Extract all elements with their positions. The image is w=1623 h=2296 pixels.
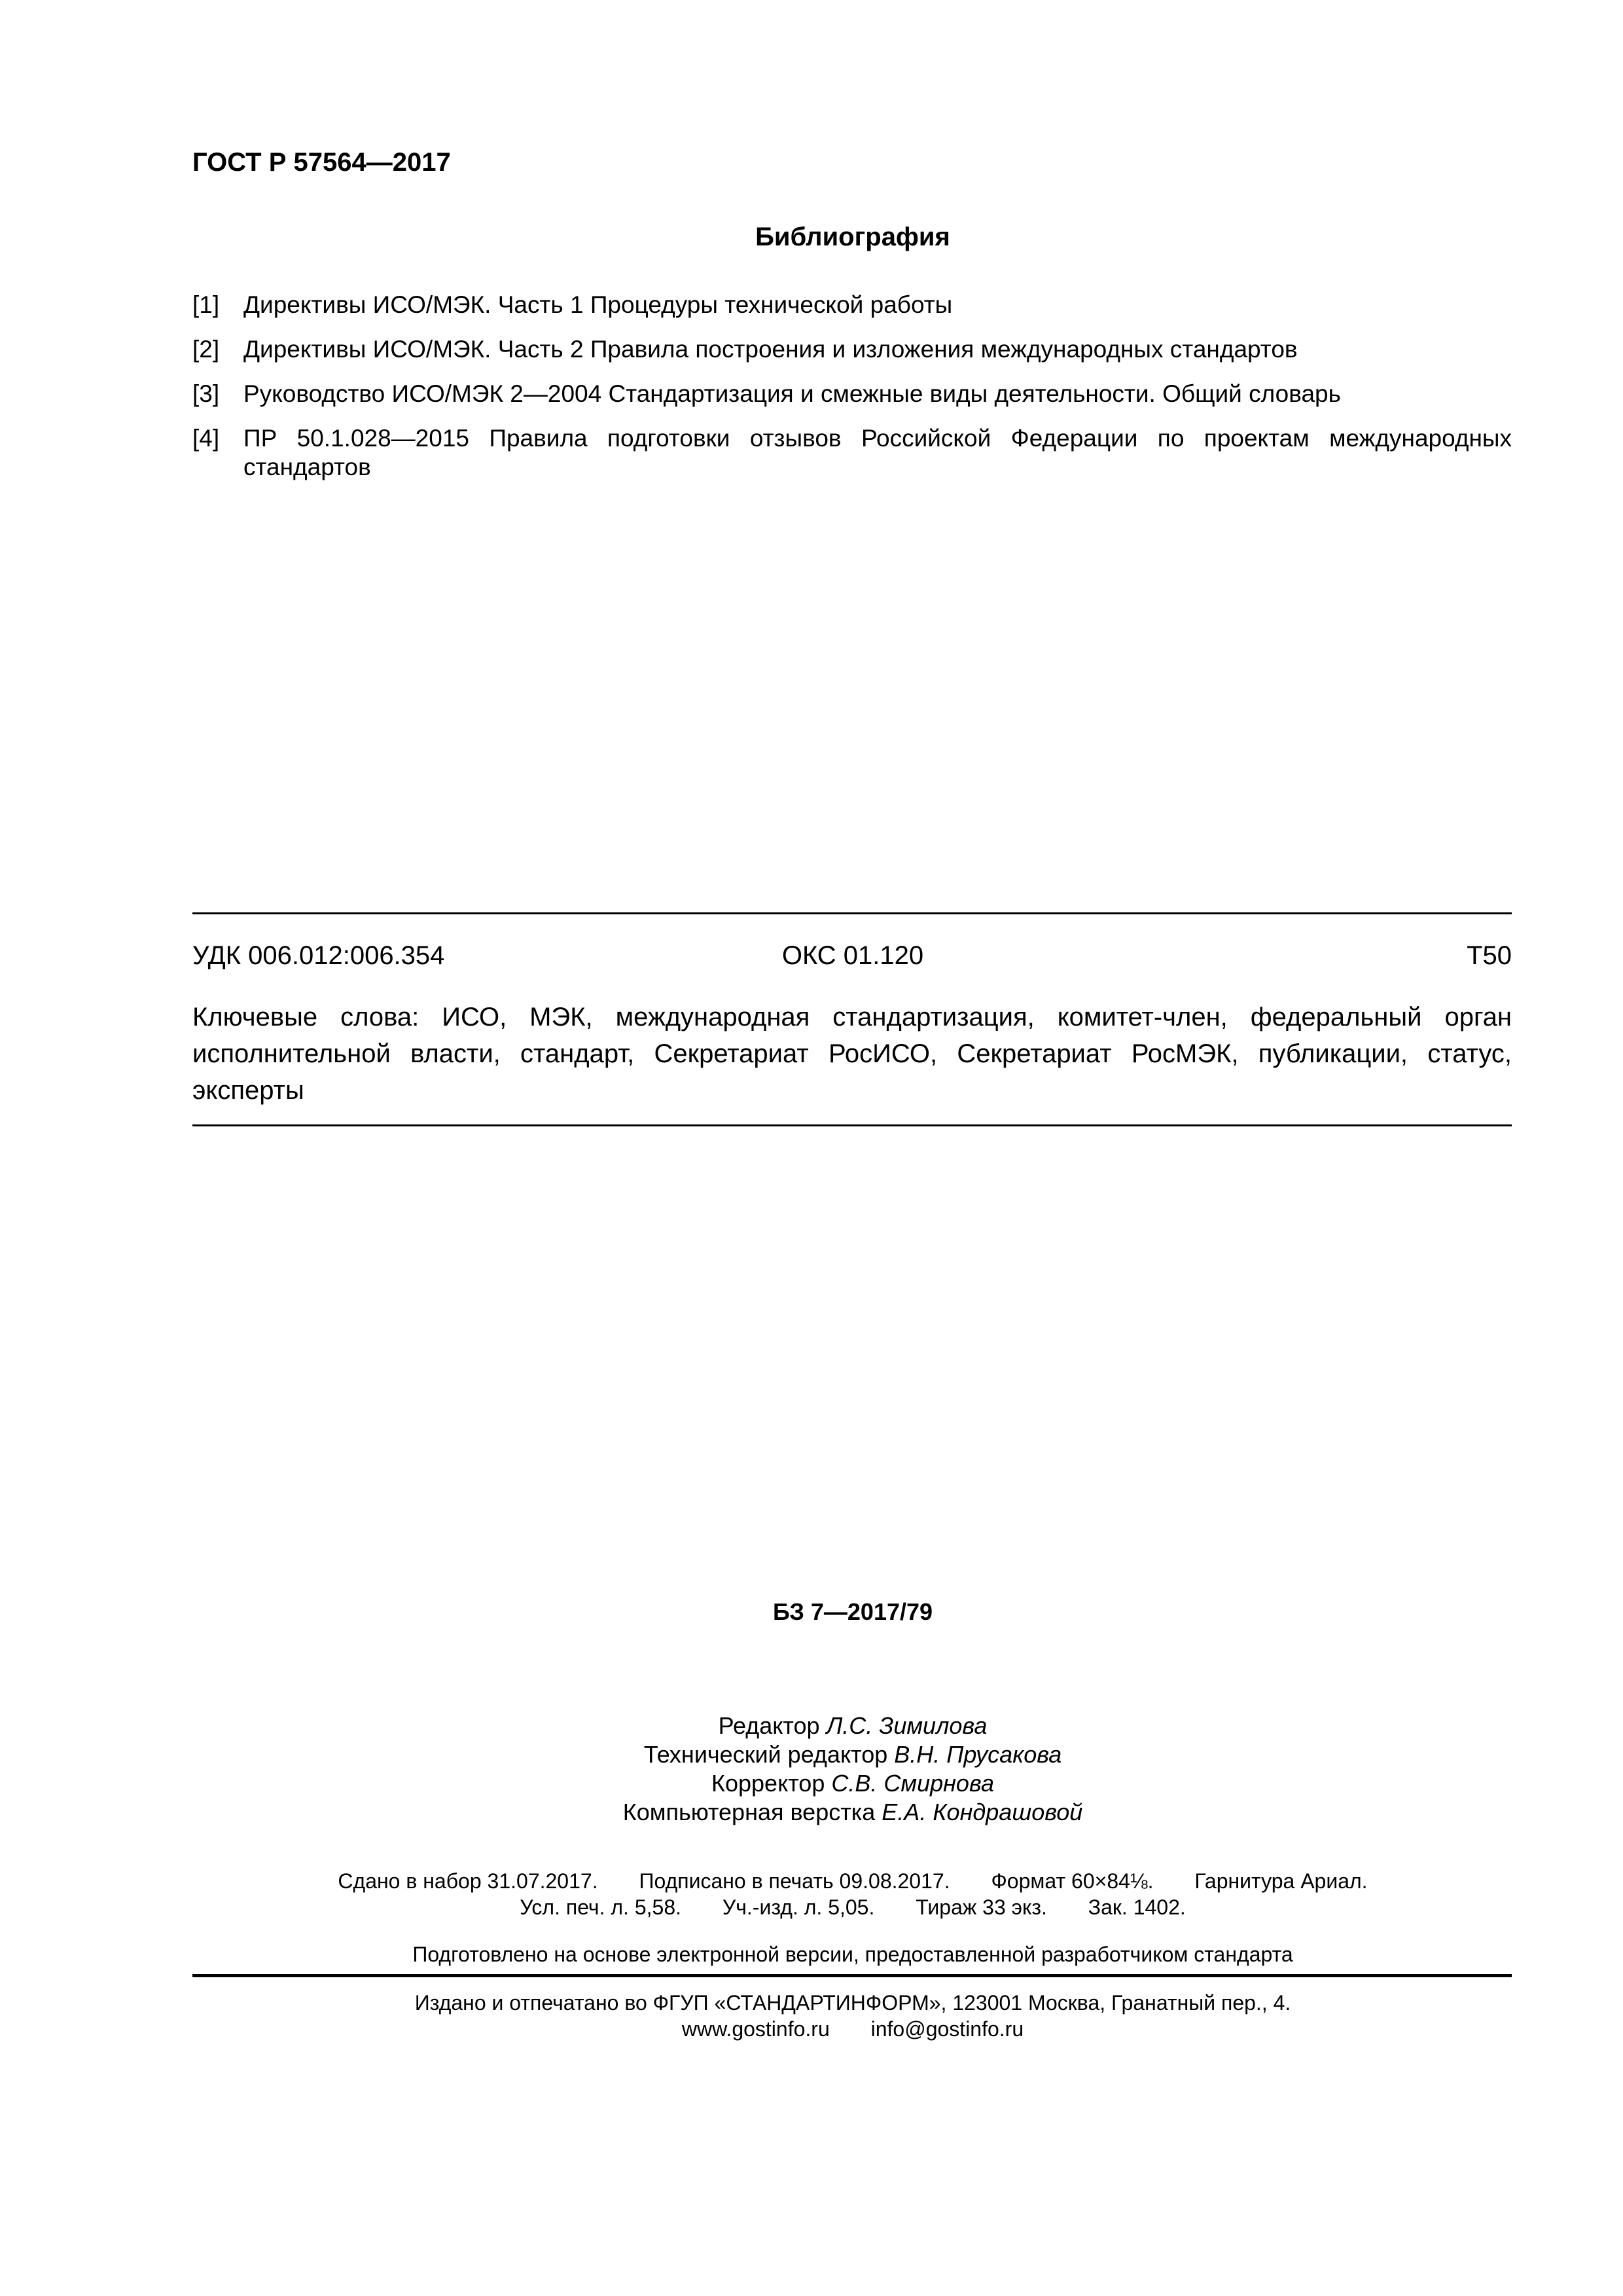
email-link[interactable]: info@gostinfo.ru [870, 2017, 1024, 2041]
item-number: [3] [192, 380, 220, 407]
item-text: Руководство ИСО/МЭК 2—2004 Стандартизация и смежные виды деятельности. Общий словарь [243, 380, 1341, 407]
bibliography-item [192, 291, 1512, 319]
divider-bottom [192, 1974, 1512, 1977]
corrector-role: Корректор [711, 1770, 825, 1797]
item-text: ПР 50.1.028—2015 Правила подготовки отзывов Российской Федерации по проектам международных стандартов [243, 425, 1512, 480]
tech-editor-role: Технический редактор [643, 1741, 888, 1768]
corrector-line [0, 1770, 1623, 1797]
tech-editor-line [0, 1741, 1623, 1768]
udk-code: УДК 006.012:006.354 [192, 941, 445, 970]
standard-number: ГОСТ Р 57564—2017 [192, 148, 451, 177]
print-details-line-2 [0, 1895, 1623, 1920]
keywords: Ключевые слова: ИСО, МЭК, международная стандартизация, комитет-член, федеральный орган исполнительной власти, стандарт, Секретариат РосИСО, Секретариат РосМЭК, публикации, статус, эксперты [192, 1003, 1512, 1105]
item-number: [1] [192, 291, 220, 318]
bibliography-item [192, 335, 1512, 364]
category-code: Т50 [1467, 941, 1512, 970]
publish-sheets: Уч.-изд. л. 5,05. [722, 1895, 875, 1919]
circulation: Тираж 33 экз. [916, 1895, 1047, 1919]
typeface: Гарнитура Ариал. [1194, 1869, 1368, 1893]
bibliography-title: Библиография [755, 223, 950, 251]
print-sheets: Усл. печ. л. 5,58. [520, 1895, 681, 1919]
bibliography-item [192, 424, 1512, 482]
editor-line [0, 1712, 1623, 1740]
website-link[interactable]: www.gostinfo.ru [681, 2017, 830, 2041]
editor-name: Л.С. Зимилова [826, 1712, 988, 1739]
layout-role: Компьютерная верстка [622, 1799, 876, 1825]
sign-date: Подписано в печать 09.08.2017. [639, 1869, 950, 1893]
item-text: Директивы ИСО/МЭК. Часть 1 Процедуры технической работы [243, 291, 953, 318]
layout-name: Е.А. Кондрашовой [882, 1799, 1083, 1825]
publisher-line: Издано и отпечатано во ФГУП «СТАНДАРТИНФОРМ», 123001 Москва, Гранатный пер., 4. [414, 1991, 1291, 2015]
corrector-name: С.В. Смирнова [831, 1770, 994, 1797]
format: Формат 60×84⅛. [991, 1869, 1154, 1893]
print-details-line-1 [0, 1869, 1623, 1893]
prepared-note: Подготовлено на основе электронной версии, предоставленной разработчиком стандарта [412, 1943, 1293, 1966]
typeset-date: Сдано в набор 31.07.2017. [338, 1869, 598, 1893]
tech-editor-name: В.Н. Прусакова [894, 1741, 1062, 1768]
editor-role: Редактор [718, 1712, 820, 1739]
divider-keywords [192, 1124, 1512, 1126]
bz-number: БЗ 7—2017/79 [772, 1598, 933, 1625]
oks-code: ОКС 01.120 [781, 941, 924, 970]
item-number: [2] [192, 336, 220, 363]
item-number: [4] [192, 425, 220, 452]
layout-line [0, 1799, 1623, 1826]
bibliography-item [192, 380, 1512, 408]
item-text: Директивы ИСО/МЭК. Часть 2 Правила построения и изложения международных стандартов [243, 336, 1298, 363]
order-number: Зак. 1402. [1088, 1895, 1186, 1919]
contacts-line [0, 2017, 1623, 2041]
divider-top [192, 912, 1512, 914]
